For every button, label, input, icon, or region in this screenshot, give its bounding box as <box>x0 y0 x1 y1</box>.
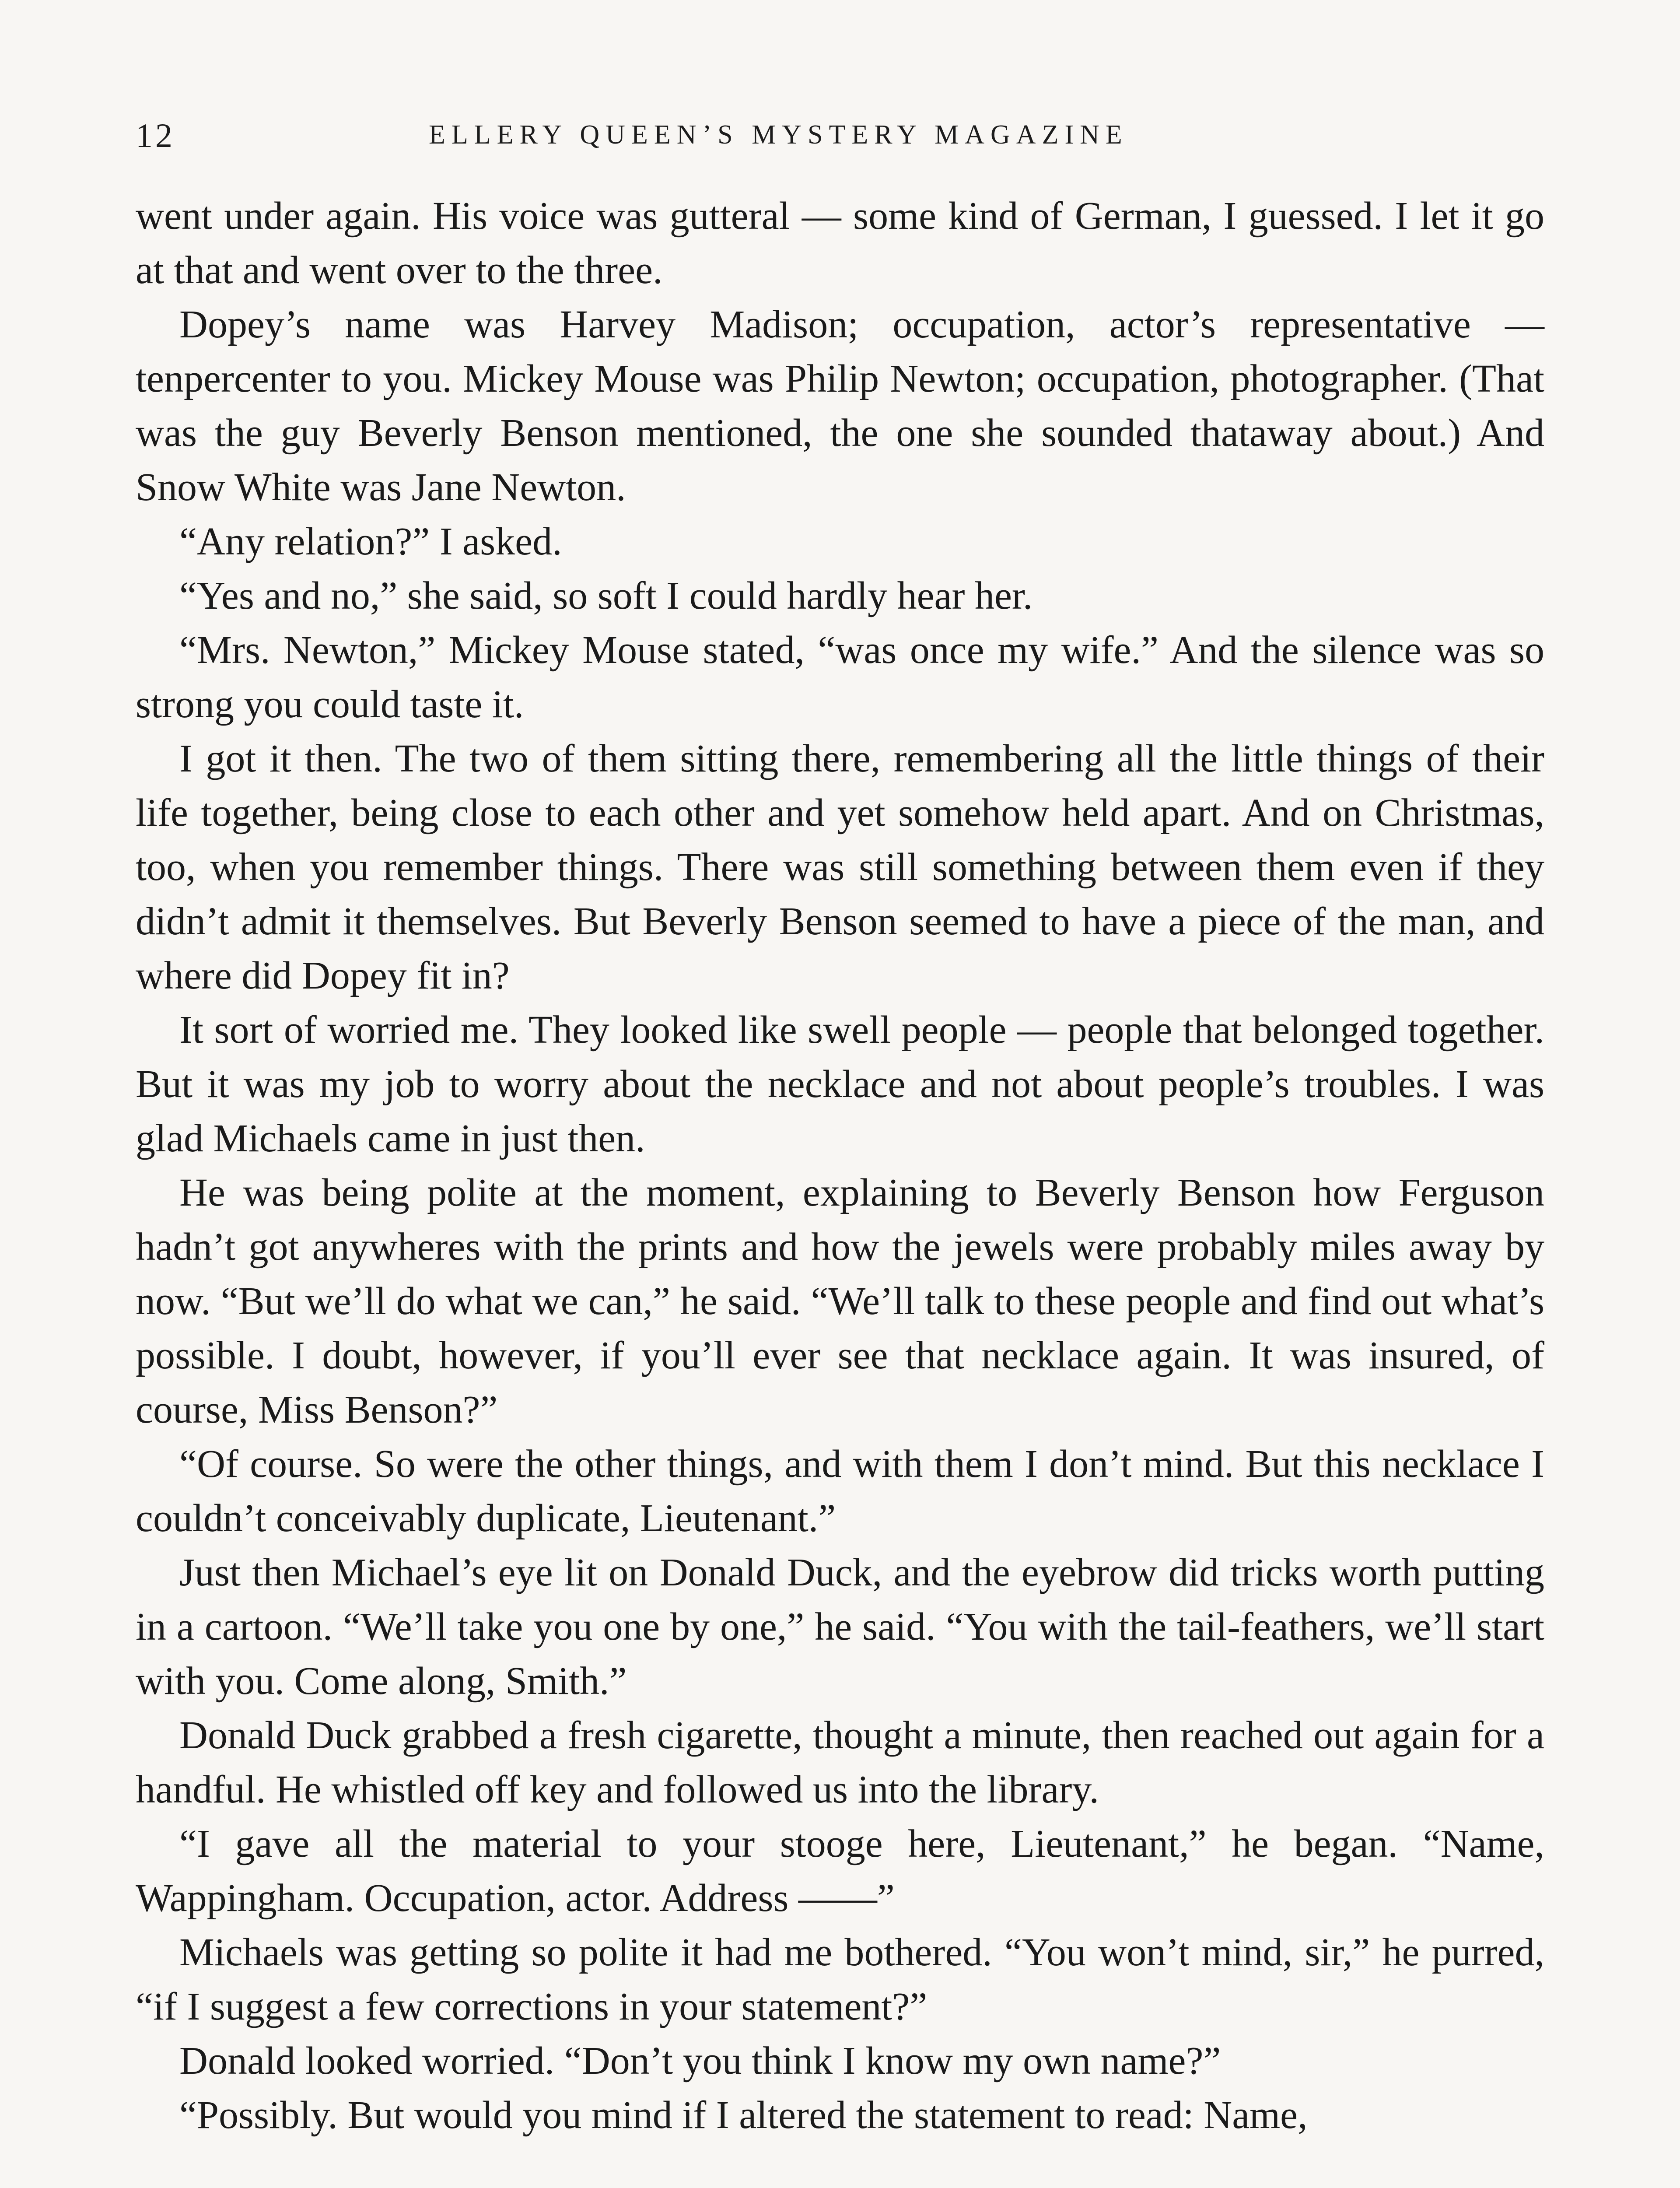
paragraph: Michaels was getting so polite it had me bothered. “You won’t mind, sir,” he purred, “if I suggest a few corrections in your statement?” <box>136 1931 1544 2028</box>
paragraph: Donald looked worried. “Don’t you think I know my own name?” <box>179 2039 1221 2083</box>
paragraph: “Yes and no,” she said, so soft I could hardly hear her. <box>179 574 1033 617</box>
paragraph: Just then Michael’s eye lit on Donald Duck, and the eyebrow did tricks worth putting in a cartoon. “We’ll take you one by one,” he said. “You with the tail-feathers, we’ll start with you. Come along, Smith.” <box>136 1551 1544 1703</box>
paragraph: It sort of worried me. They looked like swell people — people that belonged together. But it was my job to worry about the necklace and not about people’s troubles. I was glad Michaels came in just then. <box>136 1008 1544 1160</box>
paragraph: went under again. His voice was gutteral — some kind of German, I guessed. I let it go at that and went over to the three. <box>136 194 1544 292</box>
page-number: 12 <box>136 116 175 154</box>
paragraph: Dopey’s name was Harvey Madison; occupation, actor’s representative — tenpercenter to you. Mickey Mouse was Philip Newton; occupation, photographer. (That was the guy Beverly Benson mentioned, the one she sounded thataway about.) And Snow White was Jane Newton. <box>136 303 1544 509</box>
page-header <box>136 116 1544 164</box>
story-text <box>136 189 1544 2142</box>
paragraph: “Of course. So were the other things, and with them I don’t mind. But this necklace I couldn’t conceivably duplicate, Lieutenant.” <box>136 1442 1544 1540</box>
paragraph: “I gave all the material to your stooge here, Lieutenant,” he began. “Name, Wappingham. Occupation, actor. Address ——” <box>136 1822 1544 1920</box>
running-title: ELLERY QUEEN’S MYSTERY MAGAZINE <box>429 120 1128 150</box>
paragraph: “Possibly. But would you mind if I altered the statement to read: Name, <box>179 2093 1308 2137</box>
paragraph: “Any relation?” I asked. <box>179 520 562 563</box>
paragraph: I got it then. The two of them sitting there, remembering all the little things of their life together, being close to each other and yet somehow held apart. And on Christmas, too, when you remember things. There was still something between them even if they didn’t admit it themselves. But Beverly Benson seemed to have a piece of the man, and where did Dopey fit in? <box>136 737 1544 997</box>
paragraph: He was being polite at the moment, explaining to Beverly Benson how Ferguson hadn’t got anywheres with the prints and how the jewels were probably miles away by now. “But we’ll do what we can,” he said. “We’ll talk to these people and find out what’s possible. I doubt, however, if you’ll ever see that necklace again. It was insured, of course, Miss Benson?” <box>136 1171 1544 1431</box>
paragraph: “Mrs. Newton,” Mickey Mouse stated, “was once my wife.” And the silence was so strong you could taste it. <box>136 628 1544 726</box>
paragraph: Donald Duck grabbed a fresh cigarette, thought a minute, then reached out again for a handful. He whistled off key and followed us into the library. <box>136 1714 1544 1811</box>
